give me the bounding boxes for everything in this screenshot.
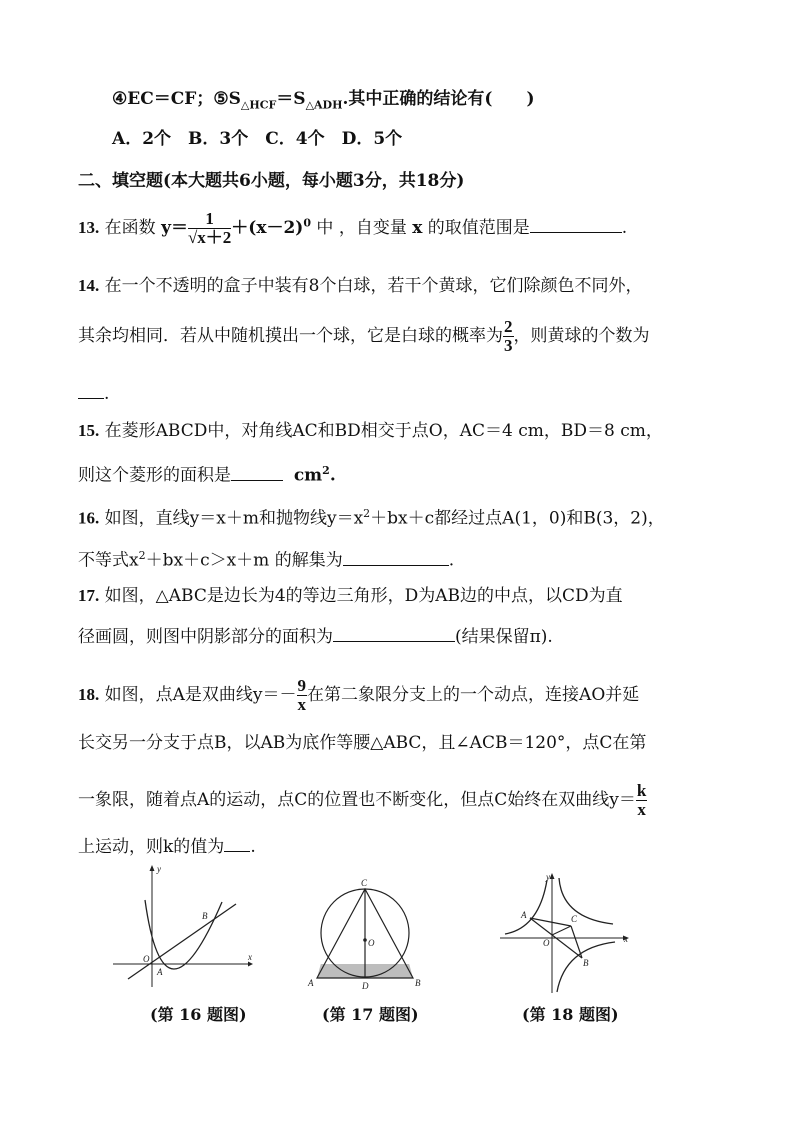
q13-frac-den: √x＋2 (187, 228, 232, 247)
q13-text-a: 在函数 (104, 218, 156, 238)
figure-17 (300, 878, 430, 998)
fig16-line (128, 904, 236, 979)
q18-fraction-2 (636, 782, 647, 819)
q17-line2b: (结果保留π). (455, 627, 553, 647)
q15-number: 15. (78, 421, 100, 440)
fig18-hyperbola-k (559, 878, 613, 924)
q16-line1a: 如图，直线y＝x＋m和抛物线y＝x (104, 508, 364, 529)
q15-answer-blank[interactable] (231, 464, 283, 481)
q17-answer-blank[interactable] (333, 625, 455, 642)
fig18-label-o: O (543, 938, 550, 948)
question-13 (78, 210, 627, 247)
figure-16 (108, 862, 258, 992)
q13-text-b: 中 ，自变量 (316, 218, 407, 238)
q14-line2a: 其余均相同．若从中随机摸出一个球，它是白球的概率为 (78, 326, 503, 346)
q13-plus-term: ＋(x－2) (231, 218, 304, 238)
fig17-label-o: O (368, 938, 375, 948)
question-18-line4 (78, 835, 256, 858)
q17-line2a: 径画圆，则图中阴影部分的面积为 (78, 627, 333, 647)
question-18-line3 (78, 782, 647, 819)
q13-y-eq: y＝ (161, 218, 188, 238)
q12-options: A．2个 B．3个 C．4个 D．5个 (112, 129, 403, 149)
fig16-y-arrow (150, 865, 155, 871)
q13-text-c: 的取值范围是 (427, 218, 530, 238)
q18-frac1-num: 9 (297, 676, 307, 695)
fig16-label-o: O (143, 954, 150, 964)
q16-end: . (448, 550, 455, 571)
fig18-label-b: B (583, 958, 589, 968)
q14-line1: 在一个不透明的盒子中装有8个白球，若干个黄球，它们除颜色不同外， (104, 276, 643, 296)
fig18-label-a: A (521, 910, 527, 920)
fig17-caption: (第 17 题图) (322, 1005, 419, 1024)
q15-line1: 在菱形ABCD中，对角线AC和BD相交于点O，AC＝4 cm，BD＝8 cm， (104, 421, 663, 441)
q16-line2a: 不等式x (78, 550, 139, 571)
q14-number: 14. (78, 276, 100, 295)
fig18-label-x: x (624, 934, 628, 944)
q16-line2-exponent: 2 (138, 549, 146, 562)
q13-var: x (412, 218, 423, 238)
fig17-label-a: A (308, 978, 314, 988)
q16-number: 16. (78, 508, 100, 528)
q18-fraction-1 (297, 677, 308, 714)
q13-answer-blank[interactable] (530, 216, 622, 233)
q14-line2b: ，则黄球的个数为 (513, 326, 650, 346)
q14-end: . (104, 384, 110, 404)
q13-fraction (188, 210, 231, 247)
question-14-line2 (78, 318, 650, 355)
q16-answer-blank[interactable] (343, 549, 449, 566)
fig18-label-y: y (546, 872, 550, 882)
question-18-line1 (78, 677, 639, 714)
question-17-line1 (78, 585, 623, 607)
q18-line4a: 上运动，则k的值为 (78, 837, 225, 857)
fig16-label-y: y (157, 864, 161, 874)
fig16-label-b: B (202, 911, 208, 921)
fig18-segment-oc (552, 926, 571, 935)
q15-unit-exponent: 2 (322, 464, 330, 477)
q18-frac1-den: x (297, 695, 307, 714)
fig17-label-b: B (415, 978, 421, 988)
q18-end: . (250, 837, 256, 857)
q16-line1-exponent: 2 (363, 507, 371, 520)
q17-number: 17. (78, 586, 100, 605)
figure-18 (495, 868, 635, 998)
section-heading (78, 170, 464, 192)
q14-answer-blank[interactable] (78, 382, 104, 399)
fig18-y-arrow (550, 873, 555, 879)
q18-number: 18. (78, 685, 100, 704)
fig16-caption: (第 16 题图) (150, 1005, 247, 1024)
q15-end: . (329, 465, 336, 486)
section-note: (本大题共6小题，每小题3分，共18分) (163, 171, 465, 191)
q15-unit: cm (293, 465, 323, 486)
q13-frac-num: 1 (188, 210, 231, 229)
section-title: 二、填空题 (78, 171, 163, 191)
fig18-label-c: C (571, 914, 578, 924)
q12-text-suffix: .其中正确的结论有( ) (342, 89, 535, 109)
q18-line3a: 一象限，随着点A的运动，点C的位置也不断变化，但点C始终在双曲线y＝ (78, 790, 636, 810)
question-14-line3 (78, 382, 109, 405)
fig16-x-arrow (248, 962, 253, 967)
question-14-line1 (78, 275, 642, 297)
fig17-center-point (363, 938, 367, 942)
q13-exponent: 0 (303, 216, 312, 230)
q18-line1b: 在第二象限分支上的一个动点，连接AO并延 (307, 685, 640, 705)
q12-text-prefix: ④EC＝CF；⑤S (112, 89, 241, 109)
question-17-line2 (78, 625, 553, 648)
q13-number: 13. (78, 218, 100, 237)
q18-line1a: 如图，点A是双曲线y＝－ (104, 685, 297, 705)
q18-answer-blank[interactable] (224, 835, 250, 852)
q12-sub2: △ADH (305, 98, 343, 112)
q13-end: . (621, 218, 628, 238)
q14-frac-num: 2 (504, 317, 513, 336)
q14-frac-den: 3 (504, 336, 513, 355)
question-18-line2: 长交另一分支于点B，以AB为底作等腰△ABC，且∠ACB＝120°，点C在第 (78, 733, 647, 753)
question-15-line1 (78, 420, 663, 442)
question-16-line1 (78, 503, 665, 530)
q12-conclusions (112, 88, 535, 116)
q16-line1b: ＋bx＋c都经过点A(1，0)和B(3，2)， (370, 508, 665, 529)
fig18-caption: (第 18 题图) (522, 1005, 619, 1024)
q17-line1: 如图，△ABC是边长为4的等边三角形，D为AB边的中点，以CD为直 (104, 586, 623, 606)
question-15-line2 (78, 460, 336, 487)
q18-frac2-num: k (636, 781, 647, 800)
q12-text-mid: ＝S (276, 89, 306, 109)
fig16-label-x: x (248, 952, 252, 962)
q15-line2a: 则这个菱形的面积是 (78, 465, 231, 486)
question-16-line2 (78, 545, 454, 572)
fig17-label-c: C (361, 878, 368, 888)
fig17-label-d: D (362, 981, 369, 991)
fig16-label-a: A (157, 967, 163, 977)
q18-frac2-den: x (637, 800, 646, 819)
q14-fraction (503, 318, 514, 355)
q16-line2b: ＋bx＋c＞x＋m 的解集为 (145, 550, 343, 571)
q12-sub1: △HCF (240, 98, 277, 112)
